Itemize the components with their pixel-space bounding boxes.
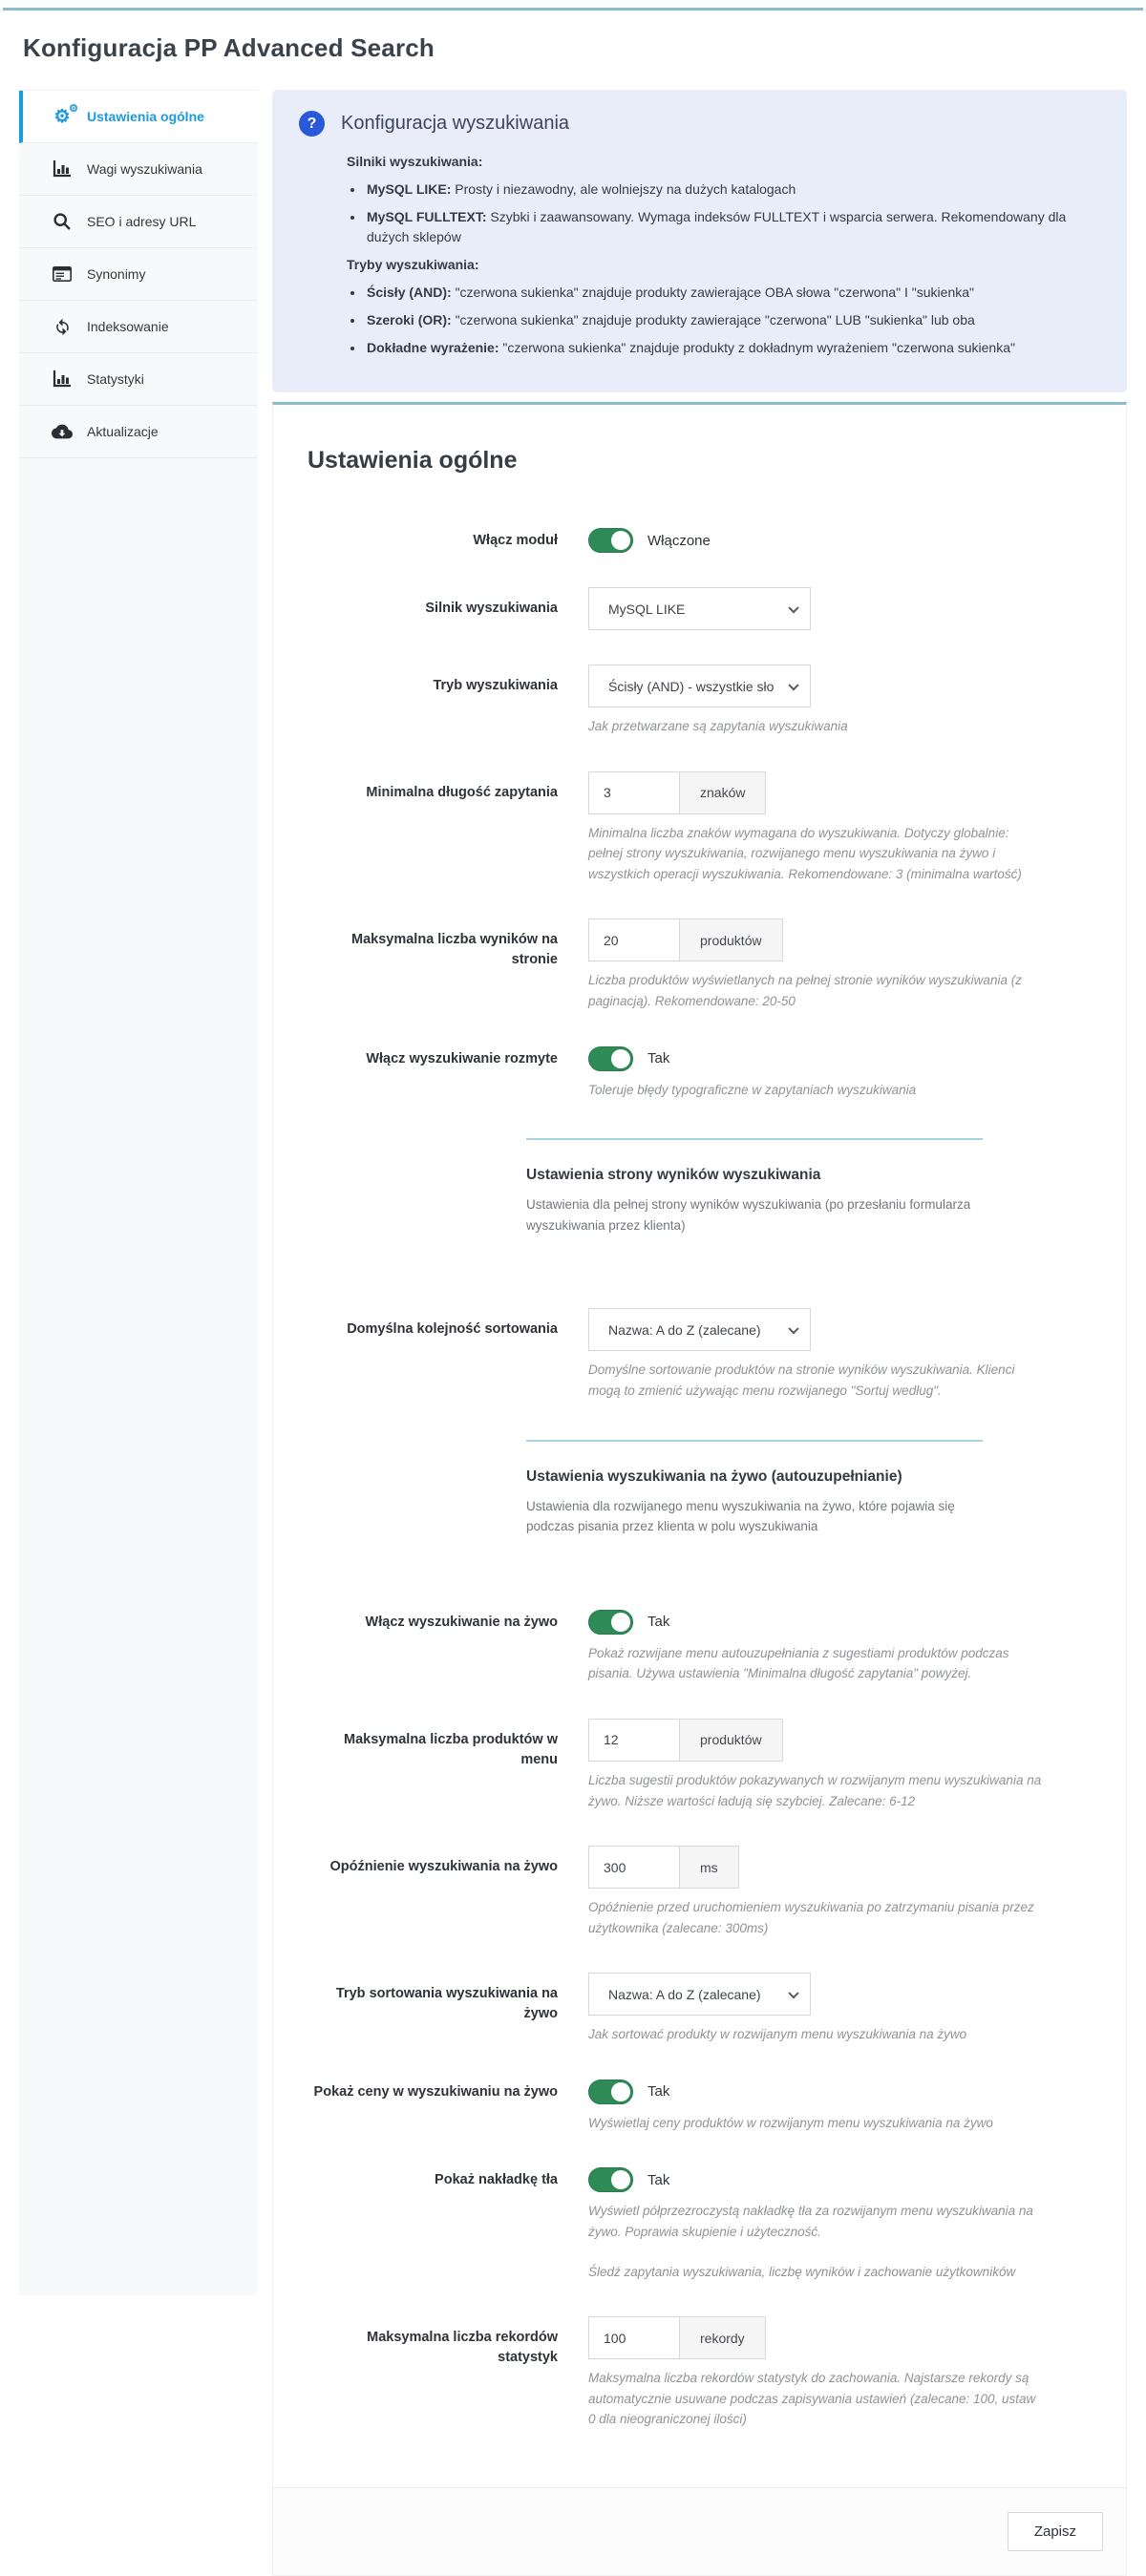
show-prices-toggle[interactable] <box>588 2080 633 2104</box>
search-icon <box>52 212 73 231</box>
field-label: Tryb sortowania wyszukiwania na żywo <box>335 1986 558 2022</box>
toggle-state-label: Włączone <box>647 532 711 549</box>
list-item: • MySQL FULLTEXT: Szybki i zaawansowany. Wymaga indeksów FULLTEXT i wsparcia serwera. Rekomendowany dla dużych sklepów <box>365 207 1100 247</box>
form-row-min-query-length <box>308 771 1088 885</box>
unit-addon: produktów <box>680 918 783 961</box>
sidebar-item-label: Ustawienia ogólne <box>87 109 204 124</box>
sidebar-item-label: Statystyki <box>87 371 144 387</box>
toggle-knob <box>611 2170 630 2189</box>
sidebar-item-statystyki[interactable] <box>19 353 258 406</box>
section-results-page <box>308 1134 1088 1274</box>
field-help: Pokaż rozwijane menu autouzupełniania z sugestiami produktów podczas pisania. Używa ustawienia "Minimalna długość zapytania" powyżej. <box>588 1645 1009 1681</box>
section-divider <box>526 1440 983 1442</box>
list-item: • Dokładne wyrażenie: "czerwona sukienka" znajduje produkty z dokładnym wyrażeniem "czerwona sukienka" <box>365 338 1100 358</box>
search-mode-select[interactable] <box>588 665 811 707</box>
field-help: Domyślne sortowanie produktów na stronie wyników wyszukiwania. Klienci mogą to zmienić używając menu rozwijanego "Sortuj według". <box>588 1362 1015 1398</box>
live-sort-mode-select[interactable] <box>588 1973 811 2016</box>
toggle-state-label: Tak <box>647 1614 670 1631</box>
list-item: • MySQL LIKE: Prosty i niezawodny, ale wolniejszy na dużych katalogach <box>365 179 1100 200</box>
help-question-icon: ? <box>299 111 325 137</box>
sidebar-item-wagi-wyszukiwania[interactable] <box>19 143 258 196</box>
field-label: Silnik wyszukiwania <box>425 601 558 616</box>
field-label: Opóźnienie wyszukiwania na żywo <box>329 1859 558 1875</box>
show-overlay-toggle[interactable] <box>588 2167 633 2192</box>
engines-heading: Silniki wyszukiwania: <box>347 154 483 169</box>
max-stats-records-input[interactable] <box>588 2316 680 2359</box>
section-subtext: Ustawienia dla rozwijanego menu wyszukiwania na żywo, które pojawia się podczas pisania przez klienta w polu wyszukiwania <box>526 1498 955 1534</box>
form-row-enable-module <box>308 528 1088 553</box>
form-row-live-search-enable <box>308 1610 1088 1684</box>
field-help: Liczba sugestii produktów pokazywanych w rozwijanym menu wyszukiwania na żywo. Niższe wartości ładują się szybciej. Zalecane: 6-12 <box>588 1772 1042 1808</box>
form-row-live-search-delay <box>308 1846 1088 1938</box>
list-item: • Ścisły (AND): "czerwona sukienka" znajduje produkty zawierające OBA słowa "czerwona" I "sukienka" <box>365 283 1100 303</box>
list-item: • Szeroki (OR): "czerwona sukienka" znajduje produkty zawierające "czerwona" LUB "sukienka" lub oba <box>365 310 1100 330</box>
settings-sidebar <box>19 90 258 2295</box>
form-row-show-overlay <box>308 2167 1088 2282</box>
modes-heading: Tryby wyszukiwania: <box>347 257 479 272</box>
sync-icon <box>52 318 73 336</box>
sidebar-item-label: Aktualizacje <box>87 424 159 439</box>
field-label: Włącz wyszukiwanie rozmyte <box>366 1050 558 1066</box>
section-live-search <box>308 1436 1088 1575</box>
section-divider <box>526 1138 983 1140</box>
toggle-knob <box>611 2082 630 2101</box>
toggle-state-label: Tak <box>647 1050 670 1067</box>
field-label: Maksymalna liczba produktów w menu <box>344 1731 558 1767</box>
form-row-max-menu-products <box>308 1719 1088 1811</box>
sidebar-item-indeksowanie[interactable] <box>19 301 258 353</box>
engines-list <box>365 179 1100 247</box>
sidebar-item-label: SEO i adresy URL <box>87 214 197 229</box>
default-sort-select[interactable] <box>588 1308 811 1351</box>
app-header <box>0 11 1146 90</box>
form-row-max-stats-records <box>308 2316 1088 2430</box>
section-subtext: Ustawienia dla pełnej strony wyników wyszukiwania (po przesłaniu formularza wyszukiwania przez klienta) <box>526 1197 971 1233</box>
info-box-title: Konfiguracja wyszukiwania <box>341 113 570 134</box>
search-configuration-info-box <box>272 90 1127 392</box>
sidebar-item-synonimy[interactable] <box>19 248 258 301</box>
field-help-secondary: Śledź zapytania wyszukiwania, liczbę wyników i zachowanie użytkowników <box>588 2264 1016 2279</box>
toggle-knob <box>611 1049 630 1068</box>
cloud-download-icon <box>52 424 73 439</box>
live-search-delay-input[interactable] <box>588 1846 680 1889</box>
toggle-state-label: Tak <box>647 2083 670 2101</box>
bar-chart-icon <box>52 160 73 178</box>
section-heading: Ustawienia strony wyników wyszukiwania <box>526 1167 821 1184</box>
form-row-max-results <box>308 918 1088 1011</box>
field-help: Maksymalna liczba rekordów statystyk do zachowania. Najstarsze rekordy są automatycznie usuwane podczas zapisywania ustawień (zalecane: 100, ustaw 0 dla nieograniczonej ilości) <box>588 2371 1036 2427</box>
form-row-search-mode <box>308 665 1088 737</box>
fuzzy-search-toggle[interactable] <box>588 1046 633 1071</box>
unit-addon: ms <box>680 1846 739 1889</box>
toggle-knob <box>611 1613 630 1632</box>
enable-module-toggle[interactable] <box>588 528 633 553</box>
field-label: Włącz moduł <box>473 533 558 548</box>
field-help: Jak sortować produkty w rozwijanym menu wyszukiwania na żywo <box>588 2027 967 2042</box>
min-query-length-input[interactable] <box>588 771 680 814</box>
form-row-fuzzy-search <box>308 1046 1088 1101</box>
sidebar-item-label: Indeksowanie <box>87 319 169 334</box>
live-search-toggle[interactable] <box>588 1610 633 1635</box>
form-row-default-sort <box>308 1308 1088 1401</box>
unit-addon: rekordy <box>680 2316 766 2359</box>
toggle-state-label: Tak <box>647 2171 670 2188</box>
field-help: Liczba produktów wyświetlanych na pełnej stronie wyników wyszukiwania (z paginacją). Rekomendowane: 20-50 <box>588 973 1022 1008</box>
sidebar-item-aktualizacje[interactable] <box>19 406 258 458</box>
field-help: Minimalna liczba znaków wymagana do wyszukiwania. Dotyczy globalnie: pełnej strony wyszukiwania, rozwijanego menu wyszukiwania na żywo i wszystkich operacji wyszukiwania. Rekomendowane: 3 (minimalna wartość) <box>588 825 1022 881</box>
panel-title: Ustawienia ogólne <box>308 447 518 474</box>
field-label: Pokaż nakładkę tła <box>435 2172 558 2188</box>
bar-chart-icon <box>52 370 73 388</box>
search-engine-select[interactable] <box>588 587 811 630</box>
sidebar-item-seo-adresy-url[interactable] <box>19 196 258 248</box>
field-help: Wyświetlaj ceny produktów w rozwijanym menu wyszukiwania na żywo <box>588 2115 993 2130</box>
page-title: Konfiguracja PP Advanced Search <box>23 33 435 62</box>
field-label: Maksymalna liczba rekordów statystyk <box>367 2330 558 2366</box>
max-results-input[interactable] <box>588 918 680 961</box>
sidebar-item-label: Wagi wyszukiwania <box>87 161 202 177</box>
field-help: Toleruje błędy typograficzne w zapytaniach wyszukiwania <box>588 1082 917 1097</box>
field-help: Jak przetwarzane są zapytania wyszukiwania <box>588 719 848 733</box>
form-row-live-sort-mode <box>308 1973 1088 2045</box>
save-button[interactable]: Zapisz <box>1008 2512 1103 2551</box>
gears-icon: ⚙ ⚙ <box>53 102 78 127</box>
toggle-knob <box>611 531 630 550</box>
field-label: Domyślna kolejność sortowania <box>347 1321 558 1338</box>
sidebar-item-label: Synonimy <box>87 266 146 282</box>
unit-addon: znaków <box>680 771 766 814</box>
field-help: Opóźnienie przed uruchomieniem wyszukiwania po zatrzymaniu pisania przez użytkownika (zalecane: 300ms) <box>588 1900 1034 1935</box>
form-row-search-engine <box>308 587 1088 630</box>
field-label: Tryb wyszukiwania <box>433 678 558 693</box>
max-menu-products-input[interactable] <box>588 1719 680 1762</box>
field-label: Maksymalna liczba wyników na stronie <box>351 932 558 968</box>
sidebar-item-ustawienia-ogolne[interactable] <box>19 91 258 143</box>
field-label: Włącz wyszukiwanie na żywo <box>365 1614 558 1630</box>
general-settings-panel <box>272 402 1127 2576</box>
form-row-show-prices <box>308 2080 1088 2134</box>
panel-footer <box>273 2487 1126 2575</box>
unit-addon: produktów <box>680 1719 783 1762</box>
section-heading: Ustawienia wyszukiwania na żywo (autouzupełnianie) <box>526 1467 902 1485</box>
field-label: Minimalna długość zapytania <box>366 784 558 800</box>
modes-list <box>365 283 1100 358</box>
field-label: Pokaż ceny w wyszukiwaniu na żywo <box>313 2083 558 2100</box>
field-help: Wyświetl półprzezroczystą nakładkę tła za rozwijanym menu wyszukiwania na żywo. Poprawia skupienie i użyteczność. <box>588 2204 1033 2240</box>
list-icon <box>52 266 73 282</box>
